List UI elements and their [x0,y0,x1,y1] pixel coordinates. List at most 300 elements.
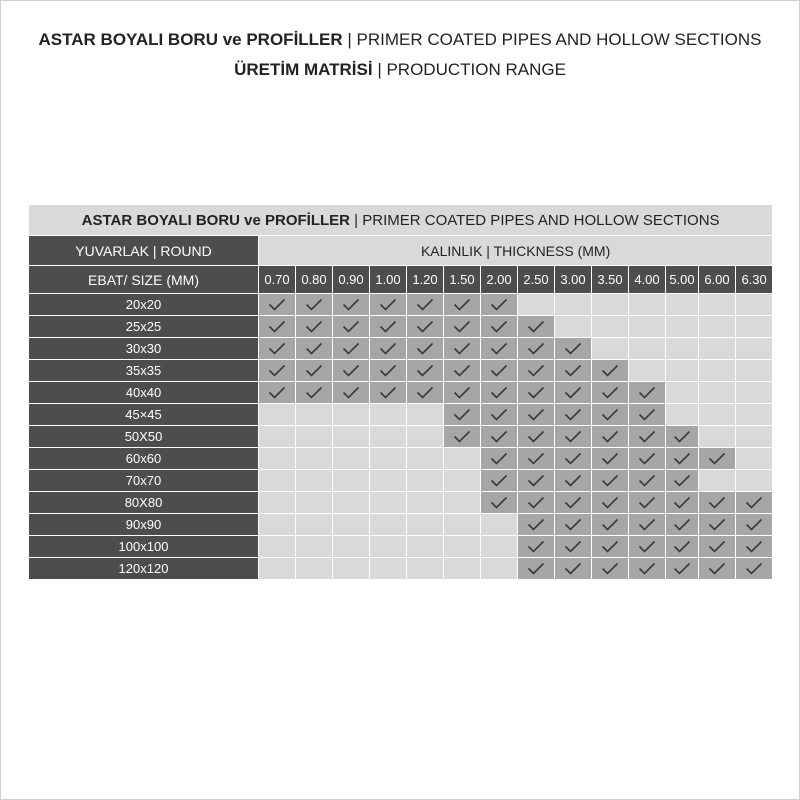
empty-cell [444,558,481,580]
available-cell [518,536,555,558]
available-cell [481,404,518,426]
size-cell: 35x35 [29,360,259,382]
check-icon [453,386,471,400]
table-row [29,316,773,338]
empty-cell [333,536,370,558]
check-icon [379,364,397,378]
empty-cell [370,470,407,492]
available-cell [629,536,666,558]
size-cell: 40x40 [29,382,259,404]
thickness-header-cell: 6.00 [699,266,736,294]
empty-cell [259,470,296,492]
empty-cell [333,492,370,514]
page-title-en: | PRIMER COATED PIPES AND HOLLOW SECTIONS [342,30,762,49]
check-icon [379,386,397,400]
check-icon [305,386,323,400]
table-row [29,426,773,448]
empty-cell [370,426,407,448]
empty-cell [370,492,407,514]
check-icon [638,430,656,444]
check-icon [527,452,545,466]
empty-cell [736,448,773,470]
available-cell [259,360,296,382]
check-icon [601,408,619,422]
page-subtitle [0,60,800,80]
check-icon [305,342,323,356]
table-row [29,338,773,360]
check-icon [564,474,582,488]
thickness-header-cell: 0.80 [296,266,333,294]
empty-cell [333,558,370,580]
empty-cell [259,426,296,448]
check-icon [708,518,726,532]
empty-cell [259,536,296,558]
available-cell [555,558,592,580]
empty-cell [296,404,333,426]
check-icon [564,496,582,510]
check-icon [708,540,726,554]
table-title [29,205,773,236]
empty-cell [736,316,773,338]
size-cell: 80X80 [29,492,259,514]
check-icon [305,298,323,312]
available-cell [296,338,333,360]
empty-cell [370,514,407,536]
empty-cell [407,470,444,492]
available-cell [481,492,518,514]
check-icon [673,518,691,532]
available-cell [518,448,555,470]
check-icon [601,540,619,554]
available-cell [259,338,296,360]
empty-cell [736,382,773,404]
check-icon [305,364,323,378]
empty-cell [259,514,296,536]
empty-cell [407,426,444,448]
check-icon [638,562,656,576]
available-cell [481,316,518,338]
check-icon [490,430,508,444]
check-icon [416,342,434,356]
check-icon [673,430,691,444]
available-cell [481,426,518,448]
check-icon [379,342,397,356]
empty-cell [629,360,666,382]
shape-row [29,236,773,266]
empty-cell [736,360,773,382]
check-icon [564,452,582,466]
check-icon [490,496,508,510]
empty-cell [699,382,736,404]
available-cell [444,338,481,360]
empty-cell [699,294,736,316]
check-icon [490,452,508,466]
available-cell [592,558,629,580]
available-cell [666,492,699,514]
empty-cell [629,338,666,360]
thickness-header-cell: 0.70 [259,266,296,294]
shape-label: YUVARLAK | ROUND [29,236,259,266]
check-icon [379,298,397,312]
size-cell: 60x60 [29,448,259,470]
table-title-row [29,205,773,236]
check-icon [673,540,691,554]
check-icon [342,298,360,312]
size-cell: 90x90 [29,514,259,536]
available-cell [592,426,629,448]
empty-cell [333,426,370,448]
table-row [29,492,773,514]
size-cell: 30x30 [29,338,259,360]
empty-cell [444,470,481,492]
table-row [29,294,773,316]
available-cell [407,360,444,382]
available-cell [629,448,666,470]
thickness-header-cell: 1.00 [370,266,407,294]
available-cell [592,536,629,558]
available-cell [666,448,699,470]
available-cell [518,492,555,514]
empty-cell [296,536,333,558]
empty-cell [407,492,444,514]
check-icon [601,518,619,532]
empty-cell [407,404,444,426]
check-icon [342,342,360,356]
available-cell [699,558,736,580]
check-icon [416,364,434,378]
empty-cell [518,294,555,316]
empty-cell [699,470,736,492]
check-icon [527,562,545,576]
available-cell [592,514,629,536]
check-icon [490,320,508,334]
empty-cell [296,426,333,448]
available-cell [444,426,481,448]
check-icon [490,474,508,488]
check-icon [490,364,508,378]
check-icon [601,496,619,510]
thickness-header-cell: 1.50 [444,266,481,294]
empty-cell [407,514,444,536]
table-row [29,404,773,426]
empty-cell [259,404,296,426]
empty-cell [736,338,773,360]
table-row [29,558,773,580]
check-icon [527,320,545,334]
check-icon [453,430,471,444]
available-cell [666,426,699,448]
size-cell: 50X50 [29,426,259,448]
page-title-tr: ASTAR BOYALI BORU ve PROFİLLER [38,30,343,49]
available-cell [518,558,555,580]
check-icon [673,474,691,488]
available-cell [518,426,555,448]
empty-cell [699,338,736,360]
available-cell [555,404,592,426]
page-title [0,30,800,50]
available-cell [481,294,518,316]
check-icon [453,320,471,334]
empty-cell [592,294,629,316]
check-icon [564,342,582,356]
available-cell [629,492,666,514]
available-cell [259,382,296,404]
empty-cell [699,404,736,426]
table-row [29,536,773,558]
check-icon [527,540,545,554]
empty-cell [481,514,518,536]
empty-cell [666,404,699,426]
available-cell [518,514,555,536]
available-cell [518,316,555,338]
available-cell [296,382,333,404]
available-cell [555,536,592,558]
available-cell [592,382,629,404]
empty-cell [629,316,666,338]
empty-cell [296,448,333,470]
available-cell [555,338,592,360]
empty-cell [481,536,518,558]
thickness-header-cell: 3.00 [555,266,592,294]
empty-cell [699,426,736,448]
empty-cell [333,470,370,492]
empty-cell [555,316,592,338]
available-cell [518,360,555,382]
available-cell [518,338,555,360]
check-icon [673,562,691,576]
empty-cell [444,492,481,514]
check-icon [638,452,656,466]
thickness-header-cell: 5.00 [666,266,699,294]
empty-cell [666,338,699,360]
table-row [29,514,773,536]
empty-cell [296,558,333,580]
available-cell [296,360,333,382]
page-subtitle-en: | PRODUCTION RANGE [372,60,566,79]
check-icon [745,540,763,554]
empty-cell [444,448,481,470]
available-cell [481,448,518,470]
empty-cell [666,382,699,404]
check-icon [416,386,434,400]
check-icon [268,320,286,334]
available-cell [666,558,699,580]
available-cell [592,404,629,426]
available-cell [699,492,736,514]
empty-cell [296,492,333,514]
check-icon [564,386,582,400]
table-title-en: | PRIMER COATED PIPES AND HOLLOW SECTIONS [350,211,720,229]
available-cell [666,470,699,492]
available-cell [333,382,370,404]
check-icon [527,364,545,378]
check-icon [490,298,508,312]
empty-cell [736,294,773,316]
check-icon [416,298,434,312]
empty-cell [699,316,736,338]
available-cell [592,470,629,492]
size-cell: 20x20 [29,294,259,316]
check-icon [708,562,726,576]
thickness-header-cell: 4.00 [629,266,666,294]
available-cell [370,338,407,360]
available-cell [736,536,773,558]
thickness-header-cell: 3.50 [592,266,629,294]
size-cell: 120x120 [29,558,259,580]
available-cell [444,360,481,382]
available-cell [699,514,736,536]
check-icon [708,496,726,510]
available-cell [555,426,592,448]
check-icon [708,452,726,466]
thickness-label: KALINLIK | THICKNESS (MM) [259,236,773,266]
check-icon [453,342,471,356]
size-cell: 25x25 [29,316,259,338]
check-icon [490,342,508,356]
available-cell [699,448,736,470]
available-cell [592,448,629,470]
empty-cell [370,404,407,426]
available-cell [444,316,481,338]
empty-cell [370,558,407,580]
check-icon [527,518,545,532]
available-cell [592,360,629,382]
check-icon [673,452,691,466]
empty-cell [407,558,444,580]
empty-cell [666,294,699,316]
available-cell [407,316,444,338]
size-cell: 100x100 [29,536,259,558]
check-icon [638,496,656,510]
thickness-header-cell: 2.50 [518,266,555,294]
available-cell [736,558,773,580]
check-icon [601,474,619,488]
empty-cell [736,404,773,426]
check-icon [601,452,619,466]
available-cell [481,470,518,492]
check-icon [527,342,545,356]
check-icon [745,518,763,532]
available-cell [407,382,444,404]
check-icon [745,562,763,576]
available-cell [629,514,666,536]
available-cell [555,382,592,404]
available-cell [333,338,370,360]
check-icon [638,386,656,400]
check-icon [638,518,656,532]
empty-cell [259,492,296,514]
check-icon [453,298,471,312]
available-cell [407,294,444,316]
available-cell [629,470,666,492]
available-cell [481,338,518,360]
check-icon [527,408,545,422]
empty-cell [296,470,333,492]
available-cell [518,404,555,426]
empty-cell [736,426,773,448]
available-cell [296,316,333,338]
available-cell [481,382,518,404]
check-icon [305,320,323,334]
empty-cell [555,294,592,316]
available-cell [555,492,592,514]
available-cell [444,404,481,426]
check-icon [601,430,619,444]
check-icon [564,518,582,532]
available-cell [481,360,518,382]
check-icon [490,386,508,400]
check-icon [564,430,582,444]
check-icon [564,540,582,554]
empty-cell [481,558,518,580]
empty-cell [666,360,699,382]
thickness-header-row [29,266,773,294]
page-subtitle-tr: ÜRETİM MATRİSİ [234,60,373,79]
empty-cell [407,536,444,558]
check-icon [268,386,286,400]
table-title-tr: ASTAR BOYALI BORU ve PROFİLLER [81,211,351,229]
empty-cell [699,360,736,382]
check-icon [527,474,545,488]
check-icon [601,364,619,378]
available-cell [370,382,407,404]
check-icon [342,320,360,334]
available-cell [555,448,592,470]
available-cell [370,316,407,338]
check-icon [268,298,286,312]
check-icon [268,342,286,356]
size-cell: 45×45 [29,404,259,426]
empty-cell [370,448,407,470]
empty-cell [333,448,370,470]
check-icon [601,386,619,400]
available-cell [629,426,666,448]
check-icon [564,364,582,378]
available-cell [629,558,666,580]
empty-cell [407,448,444,470]
size-label: EBAT/ SIZE (MM) [29,266,259,294]
available-cell [333,360,370,382]
available-cell [518,470,555,492]
available-cell [296,294,333,316]
check-icon [564,408,582,422]
empty-cell [629,294,666,316]
available-cell [259,316,296,338]
check-icon [342,386,360,400]
check-icon [527,430,545,444]
available-cell [444,382,481,404]
available-cell [333,316,370,338]
check-icon [601,562,619,576]
available-cell [666,536,699,558]
check-icon [379,320,397,334]
available-cell [555,514,592,536]
check-icon [527,386,545,400]
empty-cell [296,514,333,536]
check-icon [527,496,545,510]
available-cell [370,360,407,382]
check-icon [638,540,656,554]
empty-cell [333,514,370,536]
thickness-header-cell: 2.00 [481,266,518,294]
empty-cell [666,316,699,338]
production-matrix-table [28,204,773,580]
available-cell [736,492,773,514]
available-cell [555,470,592,492]
check-icon [673,496,691,510]
check-icon [564,562,582,576]
available-cell [629,382,666,404]
